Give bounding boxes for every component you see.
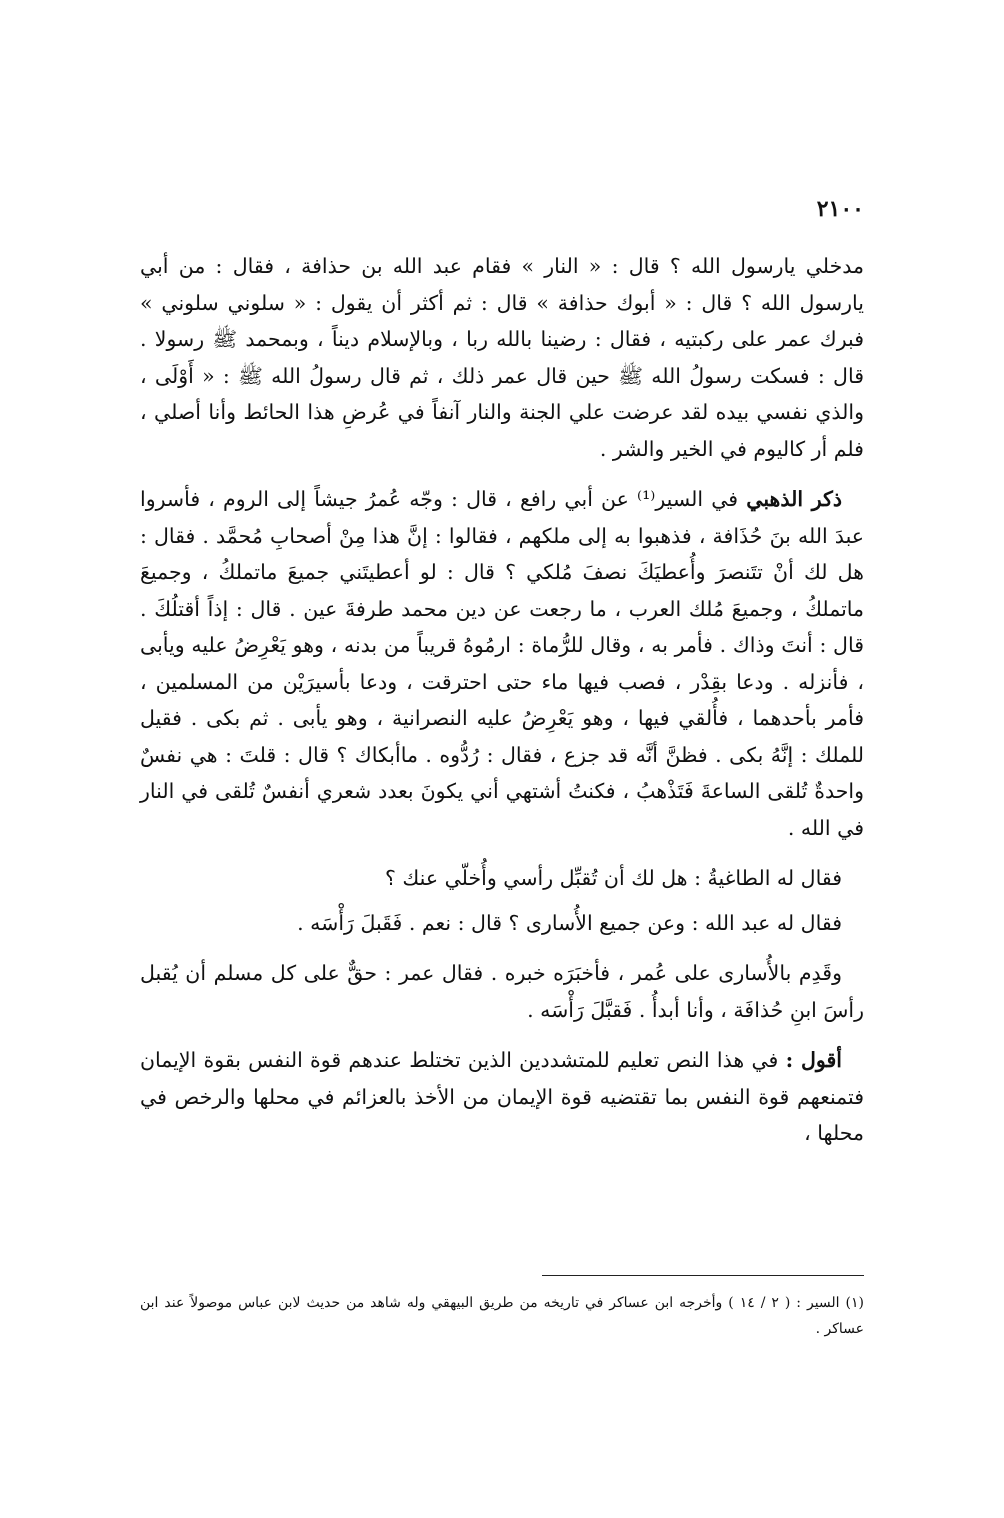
- paragraph-text: فقال له عبد الله : وعن جميع الأُسارى ؟ قال : نعم . فَقَبلَ رَأْسَه .: [297, 910, 842, 935]
- paragraph-3: [140, 860, 864, 897]
- paragraph-text: فقال له الطاغيةُ : هل لك أن تُقبِّل رأسي وأُخلّي عنك ؟: [384, 866, 842, 890]
- paragraph-4: [140, 905, 864, 942]
- main-text: [140, 248, 864, 1166]
- paragraph-text: في السير⁽¹⁾ عن أبي رافع ، قال : وجّه عُمرُ جيشاً إلى الروم ، فأسروا عبدَ الله بنَ حُذَافة ، فذهبوا به إلى ملكهم ، فقالوا : إنَّ هذا مِنْ أصحابِ مُحمَّد . فقال : هل لك أنْ تتَنصرَ وأُعطيَكَ نصفَ مُلكي ؟ قال : لو أعطيتَني جميعَ ماتملكُ ، وجميعَ ماتملكُ ، وجميعَ مُلك العرب ، ما رجعت عن دين محمد طرفةَ عين . قال : إذاً أقتلُكَ . قال : أنتَ وذاك . فأمر به ، وقال للرُّماة : ارمُوهُ قريباً من بدنه ، وهو يَعْرِضُ عليه ويأبى ، فأنزله . ودعا بقِدْر ، فصب فيها ماء حتى احترقت ، ودعا بأسيرَيْن من المسلمين ، فأمر بأحدهما ، فأُلقي فيها ، وهو يَعْرِضُ عليه النصرانية ، وهو يأبى . ثم بكى . فقيل للملك : إنَّهُ بكى . فظنَّ أنَّه قد جزع ، فقال : رُدُّوه . ماأبكاك ؟ قال : قلتَ : هي نفسٌ واحدةٌ تُلقى الساعةَ فَتَذْهبُ ، فكنتُ أشتهي أني يكونَ بعدد شعري أنفسٌ تُلقى في النار في الله .: [140, 487, 864, 840]
- paragraph-1: [140, 248, 864, 467]
- paragraph-text: وقَدِم بالأُسارى على عُمر ، فأخبَرَه خبره . فقال عمر : حقٌّ على كل مسلم أن يُقبل رأسَ ابنِ حُذافَة ، وأنا أبدأُ . فَقبَّلَ رَأْسَه .: [140, 961, 864, 1022]
- paragraph-5: [140, 955, 864, 1028]
- paragraph-lead: ذكر الذهبي: [746, 487, 842, 511]
- page-number: ٢١٠٠: [816, 196, 864, 222]
- paragraph-text: في هذا النص تعليم للمتشددين الذين تختلط عندهم قوة النفس بقوة الإيمان فتمنعهم قوة النفس بما تقتضيه قوة الإيمان من الأخذ بالعزائم في محلها والرخص في محلها ،: [140, 1048, 864, 1145]
- footnote-divider: [542, 1275, 864, 1276]
- paragraph-lead: أقول :: [785, 1048, 842, 1072]
- paragraph-text: مدخلي يارسول الله ؟ قال : « النار » فقام عبد الله بن حذافة ، فقال : من أبي يارسول الله ؟ قال : « أبوك حذافة » قال : ثم أكثر أن يقول : « سلوني سلوني » فبرك عمر على ركبتيه ، فقال : رضينا بالله ربا ، وبالإسلام ديناً ، وبمحمد ﷺ رسولا . قال : فسكت رسولُ الله ﷺ حين قال عمر ذلك ، ثم قال رسولُ الله ﷺ : « أَوْلَى ، والذي نفسي بيده لقد عرضت علي الجنة والنار آنفاً في عُرضِ هذا الحائط وأنا أصلي ، فلم أر كاليوم في الخير والشر .: [140, 254, 864, 461]
- paragraph-6: [140, 1042, 864, 1152]
- footnote-1: (١) السير : ( ٢ / ١٤ ) وأخرجه ابن عساكر في تاريخه من طريق البيهقي وله شاهد من حديث لابن عباس موصولاً عند ابن عساكر .: [140, 1295, 864, 1337]
- paragraph-2: [140, 481, 864, 846]
- footnotes: [140, 1290, 864, 1342]
